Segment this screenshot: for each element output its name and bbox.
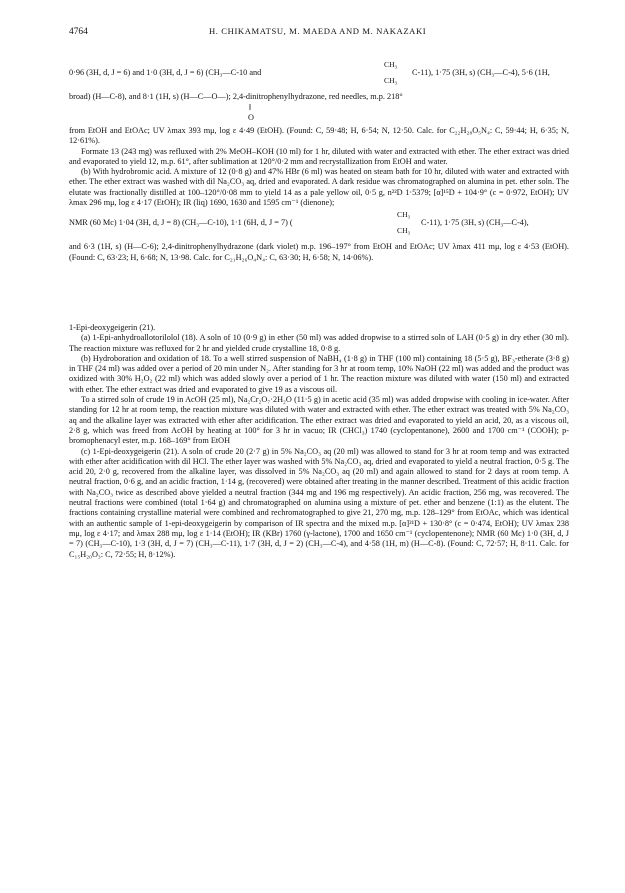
paragraph-dnp: and 6·3 (1H, s) (H—C-6); 2,4-dinitrophenylhydrazone (dark violet) m.p. 196–197° from EtOH and EtOAc; UV λmax 411 mμ, log ε 4·53 (EtOH). (Found: C, 63·23; H, 6·68; N, 13·98. Calc. for C₂₁H₂₆O₄N₄: C, 63·30; H, 6·58; N, 14·06%). <box>69 242 569 262</box>
nmr-line-2: broad) (H—C-8), and 8·1 (1H, s) (H—C—O—); 2,4-dinitrophenylhydrazone, red needles, m.p. 218° <box>69 92 403 101</box>
nmr-line-1b: C-11), 1·75 (3H, s) (CH₃—C-4), 5·6 (1H, <box>412 68 550 77</box>
nmr-block-top <box>69 60 569 126</box>
nmr-line-1a: 0·96 (3H, d, J = 6) and 1·0 (3H, d, J = 6) (CH₃—C-10 and <box>69 68 262 77</box>
paragraph-section-b: (b) Hydroboration and oxidation of 18. To a well stirred suspension of NaBH₄ (1·8 g) in THF (100 ml) containing 18 (5·5 g), BF₃-etherate (3·8 g) in THF (24 ml) was added over a period of 20 min under N₂. After standing for 3 hr at room temp, 10% NaOH (22 ml) was added and the product was oxidized with 30% H₂O₂ (22 ml) which was added slowly over a period of 1 hr. The reaction mixture was diluted with water (150 ml) and extracted with ether. The ether extract was dried and evaporated to give 19 as a viscous oil. <box>69 353 569 394</box>
paragraph-section-d: (c) 1-Epi-deoxygeigerin (21). A soln of crude 20 (2·7 g) in 5% Na₂CO₃ aq (20 ml) was allowed to stand for 3 hr at room temp and was extracted with ether after acidification with dil HCl. The ether layer was washed with 5% Na₂CO₃ aq, dried and evaporated to yield a neutral fraction, 0·5 g. The acid 20, 2·0 g, recovered from the alkaline layer, was dissolved in 5% Na₂CO₃ aq (20 ml) and again allowed to stand for 2 days at room temp. A neutral fraction, 0·6 g, and an acidic fraction, 1·14 g, (recovered) were obtained after treating in the manner described. Treatment of this acidic fraction with Na₂CO₃ twice as described above yielded a neutral fraction (344 mg and 196 mg respectively). An acidic fraction, 256 mg, was recovered. The neutral fractions were combined (total 1·64 g) and chromatographed on alumina using a mixture of pet. ether and benzene (1:1) as the elutent. The fractions containing crystalline material were combined and rechromatographed to give 21, 270 mg, m.p. 128–129° from EtOAc, which was identical with an authentic sample of 1-epi-deoxygeigerin by comparison of IR spectra and the mixed m.p. [α]²¹D + 130·8° (c = 0·474, EtOH); UV λmax 238 mμ, log ε 4·17; and λmax 288 mμ, log ε 1·14 (EtOH); IR (KBr) 1760 (γ-lactone), 1700 and 1650 cm⁻¹ (cyclopentenone); NMR (60 Mc) 1·0 (3H, d, J = 7) (CH₃—C-10), 1·3 (3H, d, J = 7) (CH₃—C-11), 1·7 (3H, d, J = 2) (CH₃—C-4), and 4·58 (1H, m) (H—C-8). (Found: C, 72·57; H, 8·11. Calc. for C₁₅H₂₀O₃: C, 72·55; H, 8·12%). <box>69 446 569 559</box>
paragraph-section-a: (a) 1-Epi-anhydroallotorilolol (18). A soln of 10 (0·9 g) in ether (50 ml) was added dropwise to a stirred soln of LAH (0·5 g) in dry ether (30 ml). The reaction mixture was refluxed for 2 hr and yielded crude crystalline 18, 0·8 g. <box>69 333 569 353</box>
ch3-upper-label-2: CH₃ <box>397 210 411 220</box>
nmr2-line-a: NMR (60 Mc) 1·04 (3H, d, J = 8) (CH₃—C-10), 1·1 (6H, d, J = 7) ( <box>69 218 293 228</box>
oxygen-mark: O <box>248 113 254 122</box>
article-body <box>69 60 569 560</box>
paragraph-hbr: (b) With hydrobromic acid. A mixture of 12 (0·8 g) and 47% HBr (6 ml) was heated on steam bath for 10 hr, diluted with water and extracted with ether. The ether extract was washed with dil Na₂CO₃ aq, dried and evaporated. A dark residue was chromatographed on alumina in pet. ether soln. The elutate was fractionally distilled at 100–120°/0·08 mm to yield 14 as a pale yellow oil, 0·5 g, n²²D 1·5379; [α]¹⁵D + 104·9° (c = 0·972, EtOH); UV λmax 296 mμ, log ε 4·17 (EtOH); IR (liq) 1690, 1630 and 1595 cm⁻¹ (dienone); <box>69 167 569 208</box>
nmr-block-middle <box>69 210 569 242</box>
paragraph-from: from EtOH and EtOAc; UV λmax 393 mμ, log ε 4·49 (EtOH). (Found: C, 59·48; H, 6·54; N, 12·50. Calc. for C₂₂H₂₈O₅N₄: C, 59·44; H, 6·35; N, 12·61%). <box>69 126 569 146</box>
section-title: 1-Epi-deoxygeigerin (21). <box>69 322 156 332</box>
double-bond-mark: ‖ <box>249 103 252 112</box>
paragraph-section-c: To a stirred soln of crude 19 in AcOH (25 ml), Na₂Cr₂O₇·2H₂O (11·5 g) in acetic acid (35 ml) was added dropwise with cooling in ice-water. After standing for 12 hr at room temp, the reaction mixture was diluted with water and extracted with ether. The ether extract was treated with 5% Na₂CO₃ aq and the alkaline layer was extracted with ether after acidification. The ether extract was dried and evaporated to yield an acid, 20, as a viscous oil, 2·8 g, which was freed from AcOH by heating at 100° for 3 hr in vacuo; IR (CHCl₃) 1740 (cyclopentanone), 2600 and 1700 cm⁻¹ (COOH); p-bromophenacyl ester, m.p. 168–169° from EtOH <box>69 395 569 446</box>
page-header <box>69 26 569 60</box>
running-head: H. CHIKAMATSU, M. MAEDA AND M. NAKAZAKI <box>209 26 427 36</box>
nmr2-line-b: C-11), 1·75 (3H, s) (CH₃—C-4), <box>421 218 529 228</box>
ch3-lower-label-2: CH₃ <box>397 226 411 236</box>
page-number: 4764 <box>69 27 88 37</box>
ch3-lower-label: CH₃ <box>384 76 398 85</box>
ch3-upper-label: CH₃ <box>384 60 398 69</box>
section-spacer <box>69 263 569 323</box>
paragraph-formate: Formate 13 (243 mg) was refluxed with 2% MeOH–KOH (10 ml) for 1 hr, diluted with water and extracted with ether. The ether extract was dried and evaporated to yield 12, m.p. 61°, after sublimation at 120°/0·2 mm and recrystallization from EtOH and water. <box>69 146 569 166</box>
